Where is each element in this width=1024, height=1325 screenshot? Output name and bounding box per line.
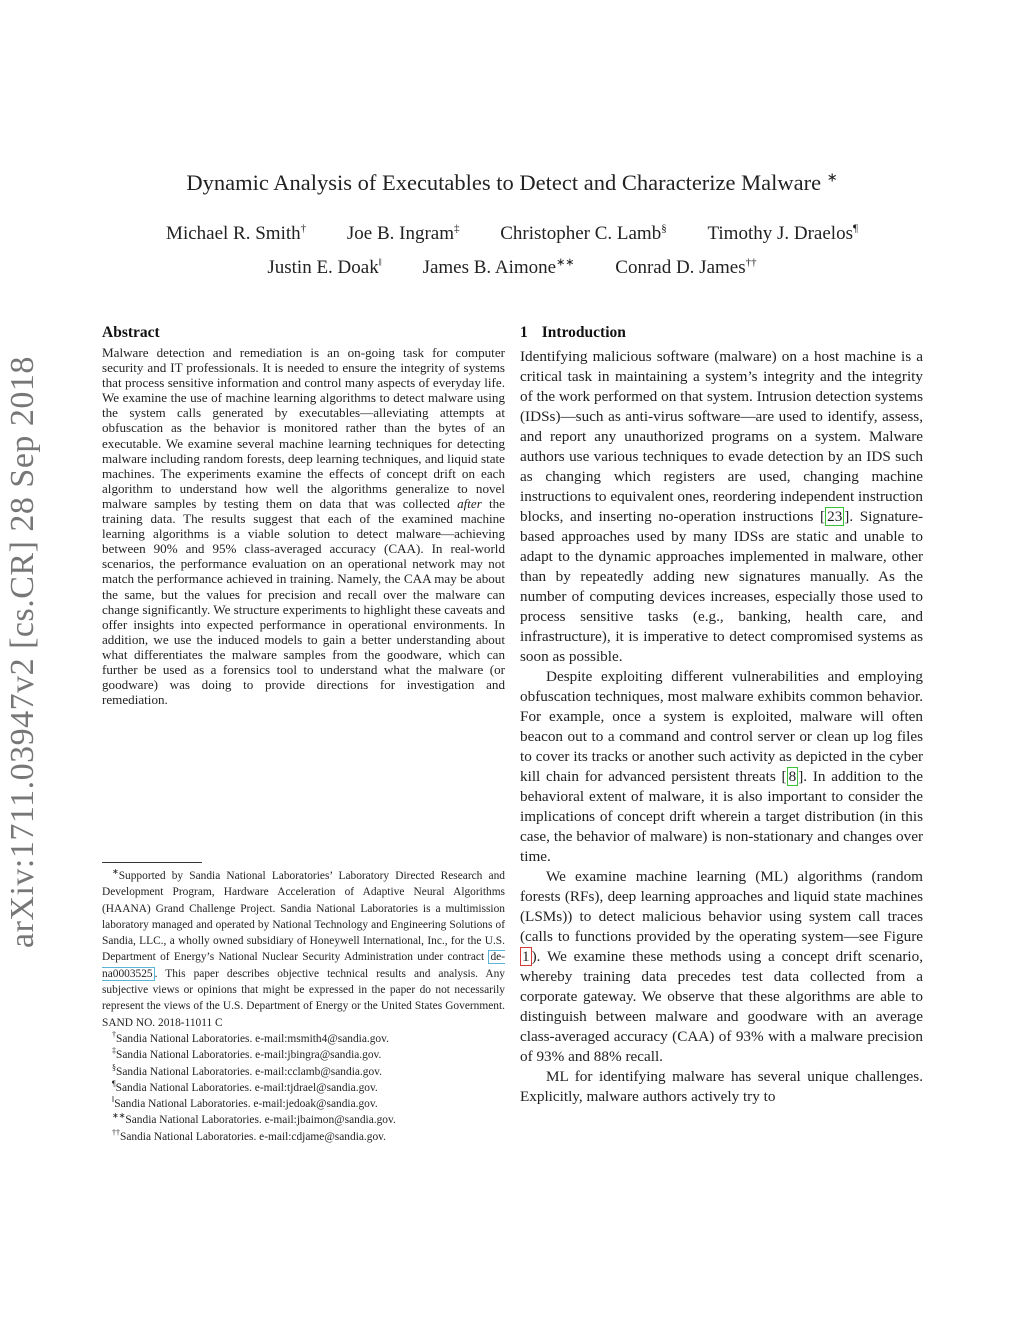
author: James B. Aimone∗∗ xyxy=(422,256,575,278)
authors-row-1 xyxy=(0,223,1024,245)
email-footnote: ∗∗Sandia National Laboratories. e-mail:jbaimon@sandia.gov. xyxy=(112,1111,396,1127)
email-footnote: ‖Sandia National Laboratories. e-mail:jedoak@sandia.gov. xyxy=(112,1095,378,1111)
intro-paragraph-4: ML for identifying malware has several unique challenges. Explicitly, malware authors actively try to xyxy=(520,1068,923,1105)
paper-title xyxy=(0,170,1024,196)
intro-paragraph-2: Despite exploiting different vulnerabilities and employing obfuscation techniques, most malware exhibits common behavior. For example, once a system is exploited, malware will often beacon out to a command and control server or clean up log files to cover its tracks or another such activity as depicted in the cyber kill chain for advanced persistent threats [ 8 ]. In addition to the behavioral extent of malware, it is also important to consider the implications of concept drift wherein a target distribution (in this case, the behavior of malware) is non-stationary and changes over time. xyxy=(520,668,923,865)
figure-link[interactable]: 1 xyxy=(522,948,530,965)
abstract-text: Malware detection and remediation is an on-going task for computer security and IT professionals. It is needed to ensure the integrity of systems that process sensitive information and control many aspects of everyday life. We examine the use of machine learning algorithms to detect malware using the system calls generated by executables—alleviating attempts at obfuscation as the behavior is monitored rather than the bytes of an executable. We examine several machine learning techniques for detecting malware including random forests, deep learning techniques, and liquid state machines. The experiments examine the effects of concept drift on each algorithm to understand how well the algorithms generalize to novel malware samples by testing them on data that was collected after the training data. The results suggest that each of the examined machine learning algorithms is a viable solution to detect malware—achieving between 90% and 95% class-averaged accuracy (CAA). In real-world scenarios, the performance evaluation on an operational network may not match the performance achieved in training. Namely, the CAA may be about the same, but the values for precision and recall over the malware can change significantly. We structure experiments to highlight these caveats and offer insights into expected performance in operational environments. In addition, we use the induced models to gain a better understanding about what differentiates the malware samples from the goodware, which can further be used as a forensics tool to understand what the malware (or goodware) was doing to provide directions for investigation and remediation. xyxy=(102,345,505,708)
title-text: Dynamic Analysis of Executables to Detect and Characterize Malware xyxy=(186,170,822,195)
abstract-emphasis: after xyxy=(457,495,482,511)
arxiv-identifier: arXiv:1711.03947v2 [cs.CR] 28 Sep 2018 xyxy=(4,356,41,948)
author: Justin E. Doak‖ xyxy=(267,256,382,278)
intro-paragraph-1: Identifying malicious software (malware) on a host machine is a critical task in maintaining a system’s integrity and the integrity of the work performed on that system. Intrusion detection systems (IDSs)—such as anti-virus software—are used to identify, assess, and report any unauthorized programs on a system. Malware authors use various techniques to evade detection by an IDS such as changing which registers are used, changing machine instructions to equivalent ones, reordering independent instruction blocks, and inserting no-operation instructions [ 23 ]. Signature-based approaches used by many IDSs are static and unable to adapt to the dynamic approaches implemented in malware, other than by repeatedly adding new signatures manually. As the number of computing devices increases, especially those used to process sensitive tasks (e.g., banking, health care, and infrastructure), it is imperative to detect compromised systems as soon as possible. xyxy=(520,348,924,665)
title-footnote-mark[interactable]: ∗ xyxy=(826,169,838,185)
email-footnote: ††Sandia National Laboratories. e-mail:cdjame@sandia.gov. xyxy=(112,1127,386,1143)
section-heading xyxy=(520,324,923,342)
author: Christopher C. Lamb§ xyxy=(500,222,667,244)
intro-paragraph-3: We examine machine learning (ML) algorithms (random forests (RFs), deep learning approaches and liquid state machines (LSMs)) to detect malicious behavior using system call traces (calls to functions provided by the operating system—see Figure 1 ). We examine these methods using a concept drift scenario, whereby training data precedes test data collected from a corporate gateway. We observe that these algorithms are able to distinguish between malware and goodware with an average class-averaged accuracy (CAA) of 93% with a malware precision of 93% and 88% recall. xyxy=(520,868,923,1065)
abstract-heading: Abstract xyxy=(102,324,160,341)
footnotes xyxy=(102,868,505,1145)
citation-link[interactable]: 8 xyxy=(788,768,797,785)
section-number: 1 xyxy=(520,324,528,341)
email-footnote: §Sandia National Laboratories. e-mail:cclamb@sandia.gov. xyxy=(112,1062,382,1078)
authors-row-2 xyxy=(0,257,1024,279)
author: Conrad D. James†† xyxy=(615,256,757,278)
funding-footnote: ∗Supported by Sandia National Laboratories’ Laboratory Directed Research and Development Program, Hardware Acceleration of Adaptive Neural Algorithms (HAANA) Grand Challenge Project. Sandia National Laboratories is a multimission laboratory managed and operated by National Technology and Engineering Solutions of Sandia, LLC., a wholly owned subsidiary of Honeywell International, Inc., for the U.S. Department of Energy’s National Nuclear Security Administration under contract de-na0003525 . This paper describes objective technical results and analysis. Any subjective views or opinions that might be expressed in the paper do not necessarily represent the views of the U.S. Department of Energy or the United States Government. SAND NO. 2018-11011 C xyxy=(102,867,505,1029)
author: Joe B. Ingram‡ xyxy=(346,222,460,244)
citation-link[interactable]: 23 xyxy=(827,508,843,525)
contract-link[interactable]: de-na0003525 xyxy=(102,951,505,980)
abstract-column xyxy=(102,324,505,707)
author: Timothy J. Draelos¶ xyxy=(707,222,858,244)
email-footnote: †Sandia National Laboratories. e-mail:msmith4@sandia.gov. xyxy=(112,1030,389,1045)
section-title: Introduction xyxy=(541,324,626,341)
author: Michael R. Smith† xyxy=(166,222,307,244)
email-footnote: ‡Sandia National Laboratories. e-mail:jbingra@sandia.gov. xyxy=(112,1046,382,1062)
introduction-column xyxy=(520,324,923,1107)
email-footnote: ¶Sandia National Laboratories. e-mail:tjdrael@sandia.gov. xyxy=(112,1079,378,1094)
footnote-divider xyxy=(102,862,202,863)
